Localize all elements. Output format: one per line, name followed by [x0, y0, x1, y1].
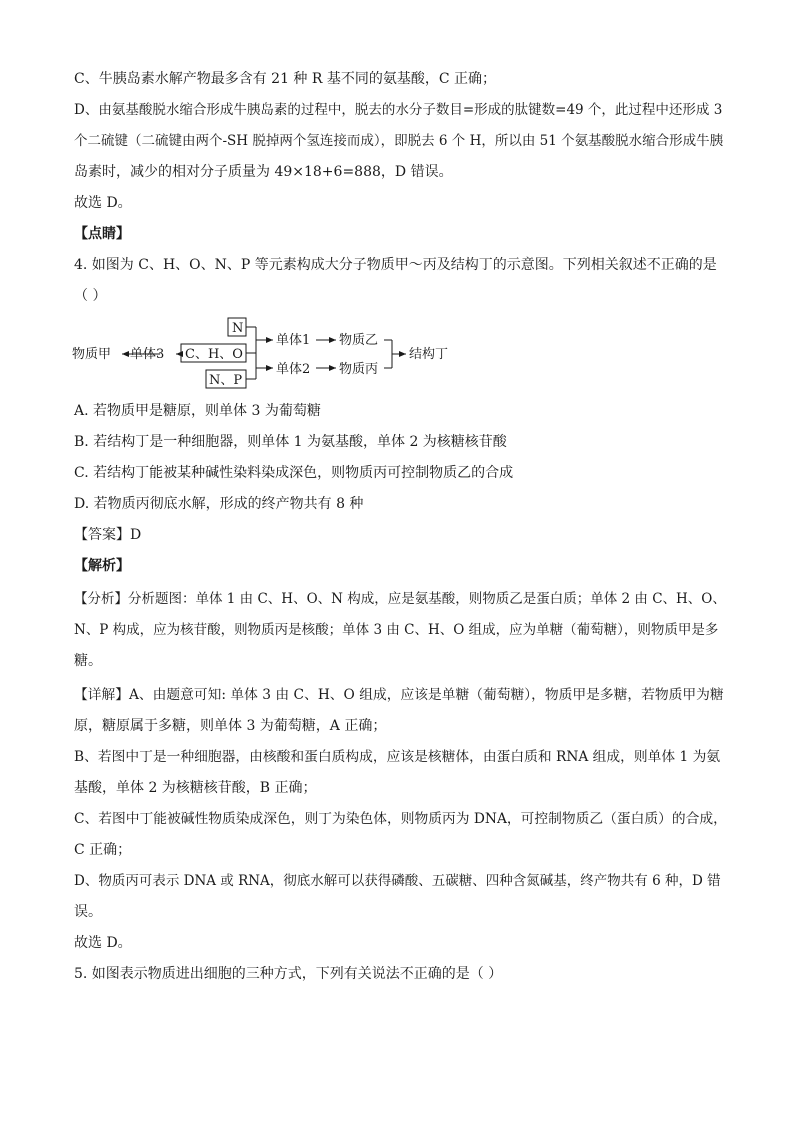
question-5-stem: 5. 如图表示物质进出细胞的三种方式，下列有关说法不正确的是（ ） — [74, 966, 503, 982]
answer-blank: （ ） — [74, 288, 107, 304]
option-d: D. 若物质丙彻底水解，形成的终产物共有 8 种 — [74, 496, 364, 512]
detail-line: 原，糖原属于多糖，则单体 3 为葡萄糖，A 正确； — [74, 718, 387, 734]
substance-c-label: 物质丙 — [339, 362, 379, 377]
analysis-line: N、P 构成，应为核苷酸，则物质丙是核酸；单体 3 由 C、H、O 组成，应为单糖（葡萄糖），则物质甲是多 — [74, 622, 719, 638]
analysis-line: 糖。 — [74, 653, 102, 669]
substance-b-label: 物质乙 — [339, 333, 379, 348]
monomer-3-label: 单体3 — [130, 347, 165, 362]
substance-a-label: 物质甲 — [72, 347, 112, 362]
detail-line: 误。 — [74, 904, 102, 920]
detail-line: 【详解】A、由题意可知: 单体 3 由 C、H、O 组成，应该是单糖（葡萄糖），物质甲是多糖，若物质甲为糖 — [74, 687, 724, 703]
section-heading: 【点睛】 — [74, 226, 130, 242]
detail-line: C、若图中丁能被碱性物质染成深色，则丁为染色体，则物质丙为 DNA，可控制物质乙（蛋白质）的合成， — [74, 811, 727, 827]
monomer-1-label: 单体1 — [276, 333, 311, 348]
monomer-2-label: 单体2 — [276, 362, 311, 377]
option-b: B. 若结构丁是一种细胞器，则单体 1 为氨基酸，单体 2 为核糖核苷酸 — [74, 434, 507, 450]
detail-line: 故选 D。 — [74, 935, 132, 951]
text-line: 岛素时，减少的相对分子质量为 49×18+6=888，D 错误。 — [74, 164, 453, 180]
text-line: C、牛胰岛素水解产物最多含有 21 种 R 基不同的氨基酸，C 正确； — [74, 71, 497, 87]
option-a: A. 若物质甲是糖原，则单体 3 为葡萄糖 — [74, 403, 321, 419]
detail-line: 基酸，单体 2 为核糖核苷酸，B 正确； — [74, 780, 317, 796]
detail-line: C 正确； — [74, 842, 132, 858]
text-line: 个二硫键（二硫键由两个-SH 脱掉两个氢连接而成），即脱去 6 个 H，所以由 51 个氨基酸脱水缩合形成牛胰 — [74, 133, 724, 149]
option-c: C. 若结构丁能被某种碱性染料染成深色，则物质丙可控制物质乙的合成 — [74, 465, 514, 481]
text-line: D、由氨基酸脱水缩合形成牛胰岛素的过程中，脱去的水分子数目=形成的肽键数=49 个，此过程中还形成 3 — [74, 102, 723, 118]
box-n-label: N — [232, 321, 244, 336]
box-np-label: N、P — [209, 373, 243, 388]
analysis-heading: 【解析】 — [74, 558, 130, 574]
element-composition-diagram — [70, 312, 470, 394]
text-line: 故选 D。 — [74, 195, 132, 211]
detail-line: B、若图中丁是一种细胞器，由核酸和蛋白质构成，应该是核糖体，由蛋白质和 RNA 组成，则单体 1 为氨 — [74, 749, 721, 765]
structure-d-label: 结构丁 — [409, 347, 449, 362]
question-4-stem: 4. 如图为 C、H、O、N、P 等元素构成大分子物质甲～丙及结构丁的示意图。下列相关叙述不正确的是 — [74, 257, 717, 273]
answer-line: 【答案】D — [74, 527, 142, 543]
box-cho-label: C、H、O — [185, 347, 243, 362]
detail-line: D、物质丙可表示 DNA 或 RNA，彻底水解可以获得磷酸、五碳糖、四种含氮碱基，终产物共有 6 种，D 错 — [74, 873, 721, 889]
analysis-line: 【分析】分析题图：单体 1 由 C、H、O、N 构成，应是氨基酸，则物质乙是蛋白质；单体 2 由 C、H、O、 — [74, 591, 726, 607]
